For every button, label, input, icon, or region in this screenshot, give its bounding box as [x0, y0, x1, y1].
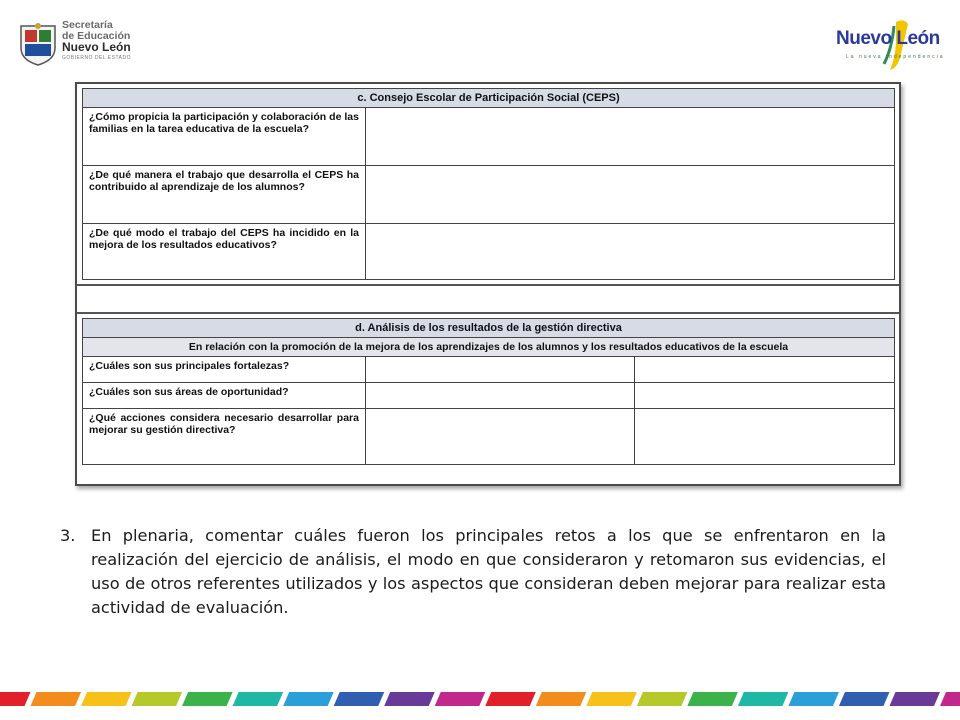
paragraph-text: En plenaria, comentar cuáles fueron los principales retos a los que se enfrentaron en la realización del ejercicio de análisis, el modo en que consideraron y retomaron sus evidencias, el uso de otros referentes utilizados y los aspectos que consideran deben mejorar para realizar esta actividad de evaluación. — [91, 526, 886, 617]
instruction-paragraph — [60, 524, 886, 620]
logo-line-gobierno: GOBIERNO DEL ESTADO — [62, 55, 131, 61]
footer-stripe — [637, 692, 688, 706]
section-c-title: c. Consejo Escolar de Participación Social (CEPS) — [83, 89, 895, 108]
section-d-question: ¿Cuáles son sus áreas de oportunidad? — [83, 383, 366, 409]
footer-stripe — [586, 692, 637, 706]
footer-stripe — [738, 692, 789, 706]
footer-stripe — [940, 692, 960, 706]
section-c-question: ¿De qué manera el trabajo que desarrolla el CEPS ha contribuido al aprendizaje de los alumnos? — [83, 166, 366, 224]
footer-stripe — [788, 692, 839, 706]
footer-stripe — [81, 692, 132, 706]
logo-line-secretaria: Secretaría — [62, 19, 113, 31]
answer-cell — [635, 357, 895, 383]
logo-line-nuevo-leon: Nuevo León — [62, 40, 131, 54]
answer-cell — [366, 383, 635, 409]
section-d-table — [82, 318, 895, 465]
footer-stripe — [839, 692, 890, 706]
section-divider — [77, 284, 899, 314]
coat-of-arms-icon — [18, 22, 58, 66]
section-c-question: ¿Cómo propicia la participación y colaboración de las familias en la tarea educativa de la escuela? — [83, 108, 366, 166]
list-number: 3. — [60, 526, 76, 545]
answer-cell — [366, 224, 895, 280]
answer-cell — [635, 383, 895, 409]
footer-color-stripes — [0, 692, 960, 706]
footer-stripe — [182, 692, 233, 706]
footer-stripe — [132, 692, 183, 706]
footer-stripe — [334, 692, 385, 706]
brand-tagline: La nueva independencia — [846, 54, 945, 60]
section-c-question: ¿De qué modo el trabajo del CEPS ha incidido en la mejora de los resultados educativos? — [83, 224, 366, 280]
answer-cell — [366, 108, 895, 166]
section-d-subtitle: En relación con la promoción de la mejora de los aprendizajes de los alumnos y los resultados educativos de la escuela — [83, 338, 895, 357]
answer-cell — [366, 409, 635, 465]
footer-stripe — [283, 692, 334, 706]
footer-stripe — [233, 692, 284, 706]
nuevo-leon-logo — [834, 18, 954, 78]
answer-cell — [366, 357, 635, 383]
footer-stripe — [889, 692, 940, 706]
footer-stripe — [31, 692, 82, 706]
logo-line-educacion: de Educación — [62, 30, 131, 42]
footer-stripe — [435, 692, 486, 706]
footer-stripe — [485, 692, 536, 706]
footer-stripe — [687, 692, 738, 706]
section-d-question: ¿Qué acciones considera necesario desarrollar para mejorar su gestión directiva? — [83, 409, 366, 465]
secretaria-educacion-logo — [14, 14, 139, 72]
brand-nuevo: Nuevo — [836, 28, 892, 49]
answer-cell — [635, 409, 895, 465]
section-d-question: ¿Cuáles son sus principales fortalezas? — [83, 357, 366, 383]
form-image — [75, 82, 901, 486]
section-c-table — [82, 88, 895, 280]
footer-stripe — [384, 692, 435, 706]
brand-leon: León — [896, 28, 940, 49]
section-d-title: d. Análisis de los resultados de la gestión directiva — [83, 319, 895, 338]
answer-cell — [366, 166, 895, 224]
footer-stripe — [0, 692, 31, 706]
footer-stripe — [536, 692, 587, 706]
